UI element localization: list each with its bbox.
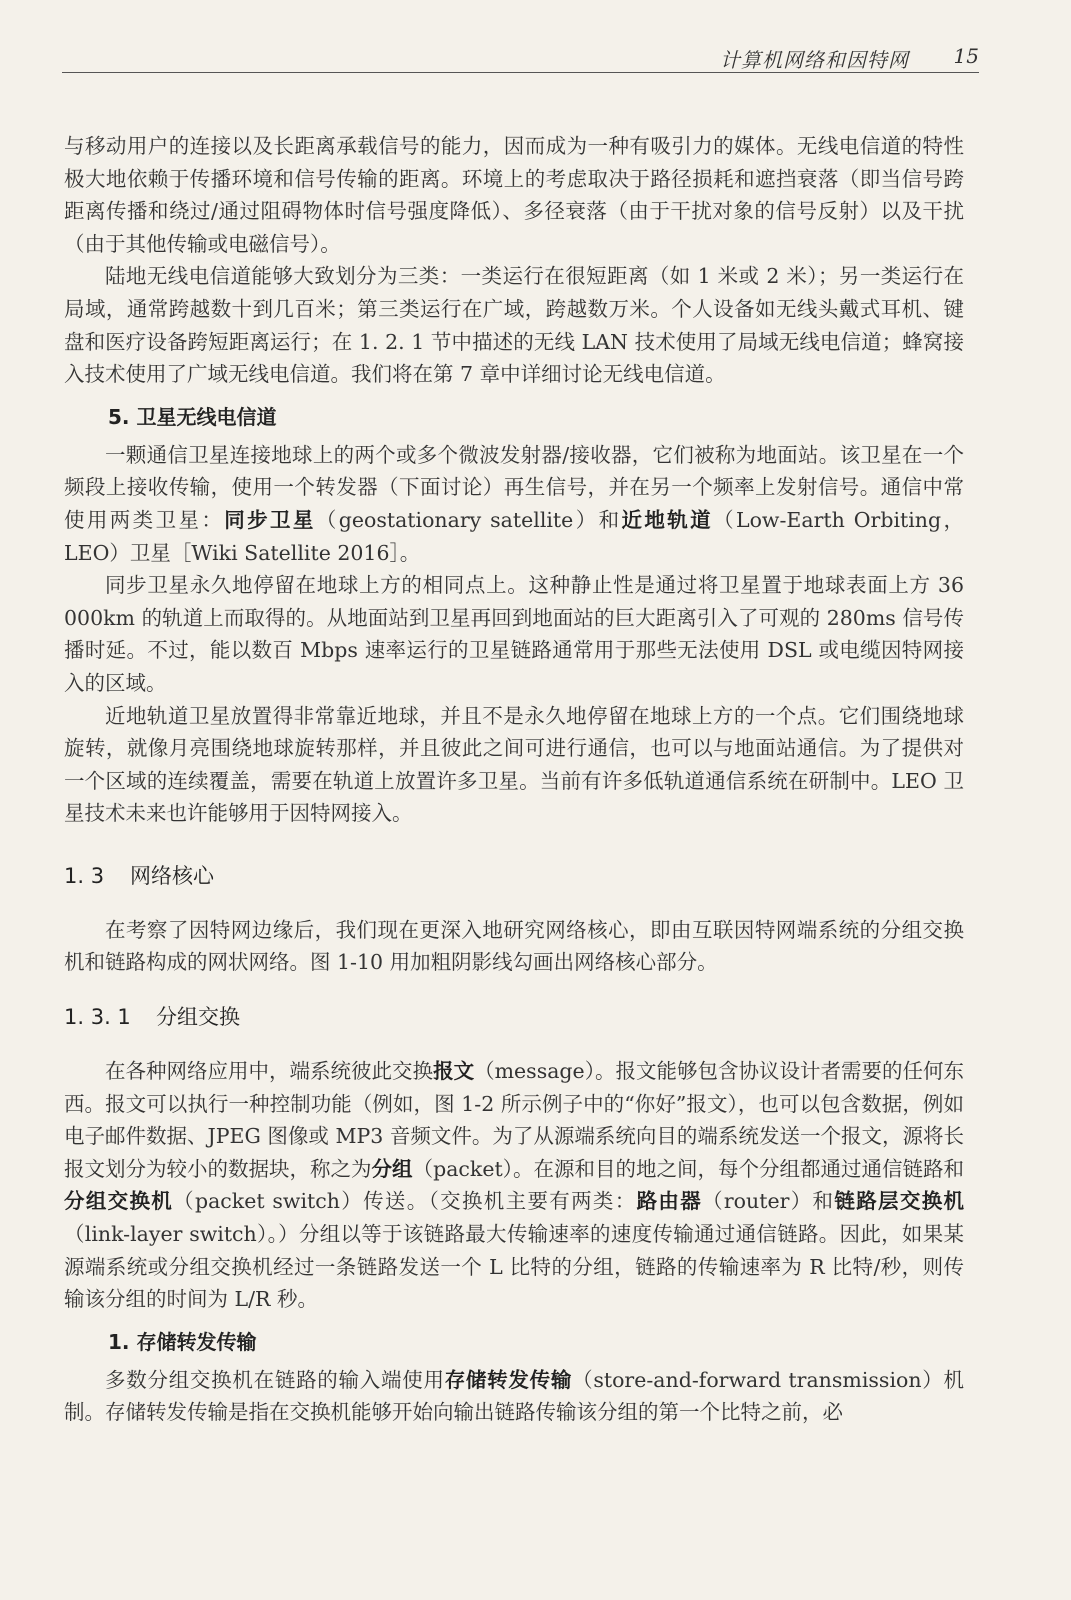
text-run: （packet switch）传送。（交换机主要有两类： [173, 1189, 637, 1214]
running-head-title: 计算机网络和因特网 [720, 48, 909, 72]
paragraph-geostationary: 同步卫星永久地停留在地球上方的相同点上。这种静止性是通过将卫星置于地球表面上方 36 000km 的轨道上而取得的。从地面站到卫星再回到地面站的巨大距离引入了可观的 280ms 信号传播时延。不过，能以数百 Mbps 速率运行的卫星链路通常用于那些无法使用 DSL 或电缆因特网接入的区域。 [64, 573, 964, 695]
page-number: 15 [953, 44, 979, 68]
running-head [62, 38, 979, 73]
term-router: 路由器 [636, 1189, 703, 1214]
text-run: （Low-Earth Orbiting，LEO）卫星［Wiki Satellite 2016］。 [64, 507, 965, 565]
text-run: （link-layer switch）。）分组以等于该链路最大传输速率的速度传输通过通信链路。因此，如果某源端系统或分组交换机经过一条链路发送一个 L 比特的分组，链路的传输速率为 R 比特/秒，则传输该分组的时间为 L/R 秒。 [64, 1222, 964, 1312]
paragraph-packet-switching [64, 1055, 964, 1316]
text-run: 一颗通信卫星连接地球上的两个或多个微波发射器/接收器，它们被称为地面站。该卫星在一个频段上接收传输，使用一个转发器（下面讨论）再生信号，并在另一个频率上发射信号。通信中常使用两类卫星： [64, 442, 964, 532]
text-run: （geostationary satellite）和 [315, 507, 622, 532]
subheading-store-and-forward: 1. 存储转发传输 [108, 1329, 257, 1354]
subheading-satellite-radio: 5. 卫星无线电信道 [108, 404, 277, 429]
text-run: 在各种网络应用中，端系统彼此交换 [105, 1059, 434, 1084]
section-heading-1-3 [64, 860, 964, 892]
text-run: （packet）。在源和目的地之间，每个分组都通过通信链路和 [412, 1156, 965, 1181]
text-run: （router）和 [702, 1189, 835, 1214]
section-title: 网络核心 [130, 863, 214, 888]
paragraph-leo: 近地轨道卫星放置得非常靠近地球，并且不是永久地停留在地球上方的一个点。它们围绕地球旋转，就像月亮围绕地球旋转那样，并且彼此之间可进行通信，也可以与地面站通信。为了提供对一个区域的连续覆盖，需要在轨道上放置许多卫星。当前有许多低轨道通信系统在研制中。LEO 卫星技术未来也许能够用于因特网接入。 [64, 703, 964, 826]
paragraph-radio-channel-characteristics: 与移动用户的连接以及长距离承载信号的能力，因而成为一种有吸引力的媒体。无线电信道的特性极大地依赖于传播环境和信号传输的距离。环境上的考虑取决于路径损耗和遮挡衰落（即当信号跨距离传播和绕过/通过阻碍物体时信号强度降低）、多径衰落（由于干扰对象的信号反射）以及干扰（由于其他传输或电磁信号）。 [64, 134, 964, 256]
text-run: （message）。报文能够包含协议设计者需要的任何东西。报文可以执行一种控制功能（例如，图 1-2 所示例子中的“你好”报文），也可以包含数据，例如电子邮件数据、JPEG 图像或 MP3 音频文件。为了从源端系统向目的端系统发送一个报文，源将长报文划分为较小的数据块，称之为 [64, 1059, 965, 1181]
term-link-layer-switch: 链路层交换机 [834, 1189, 965, 1214]
section-heading-1-3-1 [64, 1001, 964, 1033]
paragraph-terrestrial-radio: 陆地无线电信道能够大致划分为三类：一类运行在很短距离（如 1 米或 2 米）；另一类运行在局域，通常跨越数十到几百米；第三类运行在广域，跨越数万米。个人设备如无线头戴式耳机、键盘和医疗设备跨短距离运行；在 1. 2. 1 节中描述的无线 LAN 技术使用了局域无线电信道；蜂窝接入技术使用了广域无线电信道。我们将在第 7 章中详细讨论无线电信道。 [64, 264, 964, 387]
term-geostationary: 同步卫星 [224, 507, 316, 532]
page-body [64, 130, 964, 1429]
section-number: 1. 3 [64, 863, 105, 888]
term-message: 报文 [433, 1059, 475, 1084]
term-leo: 近地轨道 [621, 507, 714, 532]
term-packet: 分组 [371, 1156, 413, 1181]
paragraph-satellite-intro [64, 439, 964, 569]
section-number: 1. 3. 1 [64, 1005, 131, 1030]
section-title: 分组交换 [156, 1005, 240, 1030]
term-store-and-forward: 存储转发传输 [444, 1367, 573, 1392]
text-run: 多数分组交换机在链路的输入端使用 [105, 1367, 445, 1392]
text-run: （store-and-forward transmission）机制。存储转发传输是指在交换机能够开始向输出链路传输该分组的第一个比特之前，必 [64, 1367, 965, 1425]
paragraph-network-core: 在考察了因特网边缘后，我们现在更深入地研究网络核心，即由互联因特网端系统的分组交换机和链路构成的网状网络。图 1-10 用加粗阴影线勾画出网络核心部分。 [64, 917, 964, 975]
term-packet-switch: 分组交换机 [64, 1189, 174, 1214]
paragraph-store-and-forward [64, 1364, 964, 1429]
